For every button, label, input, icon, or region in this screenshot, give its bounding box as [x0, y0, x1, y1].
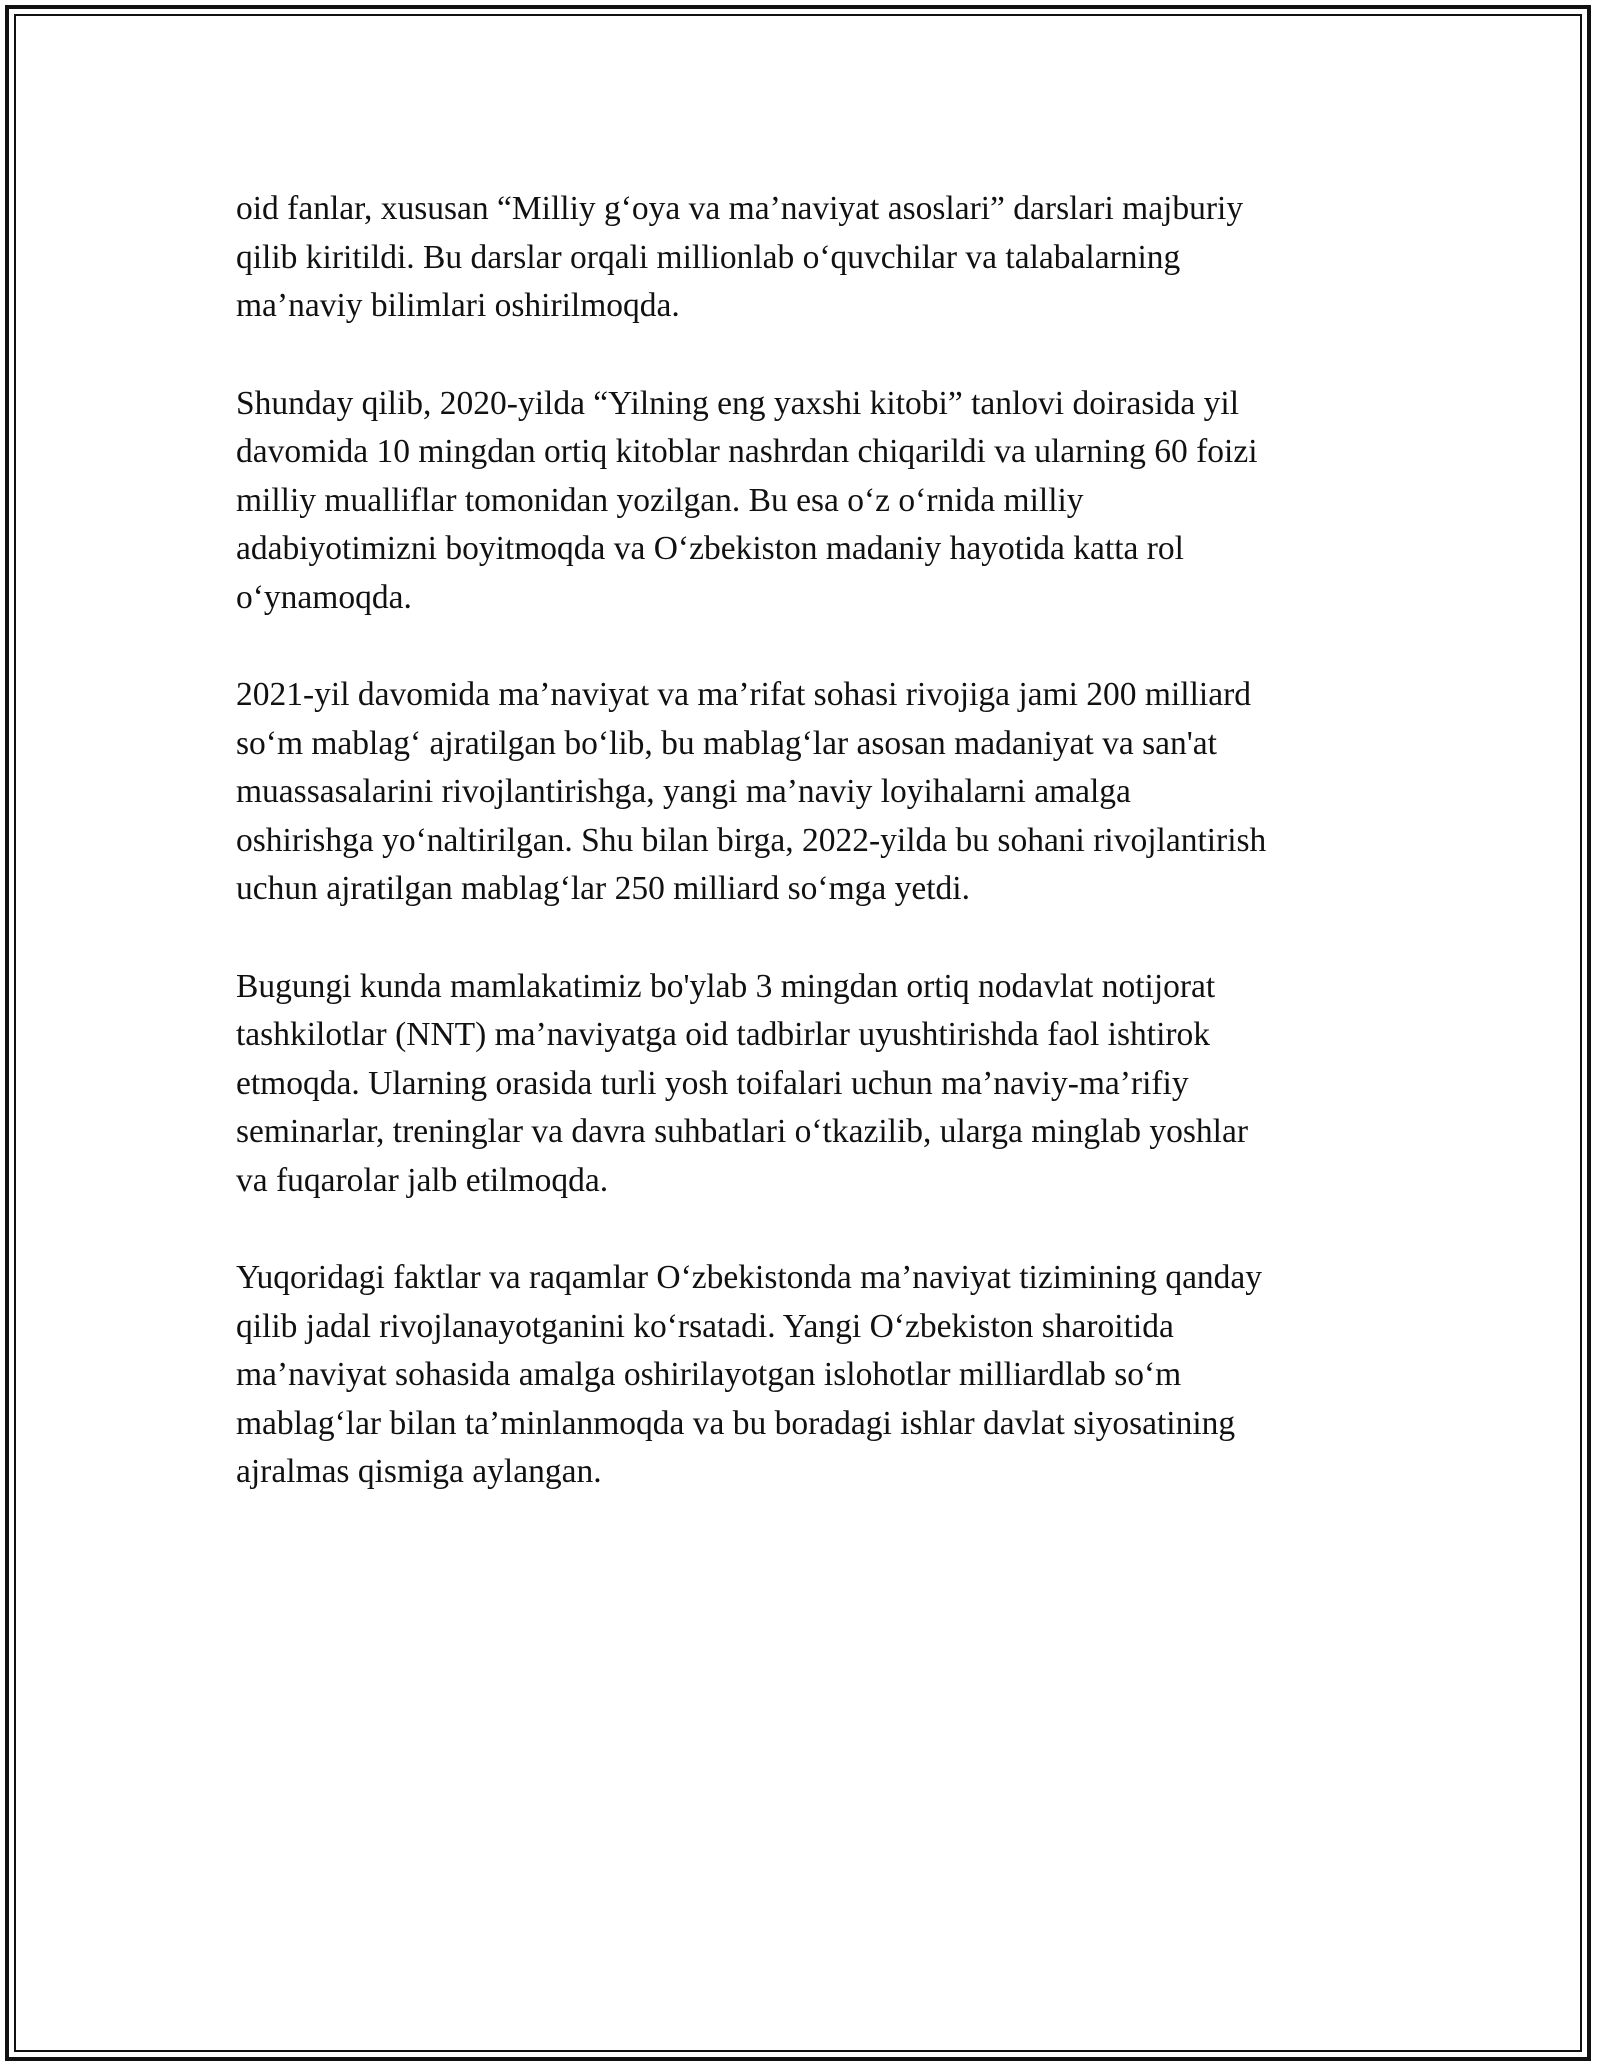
document-body — [236, 185, 1376, 1546]
text-line: oid fanlar, xususan “Milliy g‘oya va ma’naviyat asoslari” darslari majburiy — [236, 190, 1244, 227]
text-line: milliy mualliflar tomonidan yozilgan. Bu esa o‘z o‘rnida milliy — [236, 481, 1084, 519]
paragraph-3 — [236, 671, 1376, 914]
text-line: mablag‘lar bilan ta’minlanmoqda va bu boradagi ishlar davlat siyosatining — [236, 1404, 1236, 1442]
text-line: oshirishga yo‘naltirilgan. Shu bilan birga, 2022-yilda bu sohani rivojlantirish — [236, 821, 1267, 859]
text-line: va fuqarolar jalb etilmoqda. — [236, 1161, 609, 1199]
text-line: so‘m mablag‘ ajratilgan bo‘lib, bu mablag‘lar asosan madaniyat va san'at — [236, 724, 1217, 762]
text-line: davomida 10 mingdan ortiq kitoblar nashrdan chiqarildi va ularning 60 foizi — [236, 433, 1258, 470]
text-line: Bugungi kunda mamlakatimiz bo'ylab 3 mingdan ortiq nodavlat notijorat — [236, 967, 1216, 1005]
text-line: ma’naviyat sohasida amalga oshirilayotgan islohotlar milliardlab so‘m — [236, 1356, 1182, 1393]
text-line: ajralmas qismiga aylangan. — [236, 1453, 602, 1490]
text-line: muassasalarini rivojlantirishga, yangi ma’naviy loyihalarni amalga — [236, 773, 1131, 810]
text-line: adabiyotimizni boyitmoqda va O‘zbekiston madaniy hayotida katta rol — [236, 530, 1184, 567]
text-line: Shunday qilib, 2020-yilda “Yilning eng yaxshi kitobi” tanlovi doirasida yil — [236, 384, 1240, 422]
text-line: qilib kiritildi. Bu darslar orqali millionlab o‘quvchilar va talabalarning — [236, 238, 1181, 276]
text-line: Yuqoridagi faktlar va raqamlar O‘zbekistonda ma’naviyat tizimining qanday — [236, 1259, 1263, 1296]
text-line: etmoqda. Ularning orasida turli yosh toifalari uchun ma’naviy-ma’rifiy — [236, 1064, 1189, 1102]
text-line: tashkilotlar (NNT) ma’naviyatga oid tadbirlar uyushtirishda faol ishtirok — [236, 1016, 1211, 1053]
paragraph-4 — [236, 963, 1376, 1206]
text-line: seminarlar, treninglar va davra suhbatlari o‘tkazilib, ularga minglab yoshlar — [236, 1113, 1249, 1150]
paragraph-5 — [236, 1254, 1376, 1497]
text-line: ma’naviy bilimlari oshirilmoqda. — [236, 287, 680, 324]
paragraph-2 — [236, 380, 1376, 623]
text-line: o‘ynamoqda. — [236, 578, 412, 616]
text-line: uchun ajratilgan mablag‘lar 250 milliard so‘mga yetdi. — [236, 870, 970, 907]
paragraph-1 — [236, 185, 1376, 331]
text-line: qilib jadal rivojlanayotganini ko‘rsatadi. Yangi O‘zbekiston sharoitida — [236, 1307, 1174, 1345]
text-line: 2021-yil davomida ma’naviyat va ma’rifat sohasi rivojiga jami 200 milliard — [236, 676, 1251, 713]
